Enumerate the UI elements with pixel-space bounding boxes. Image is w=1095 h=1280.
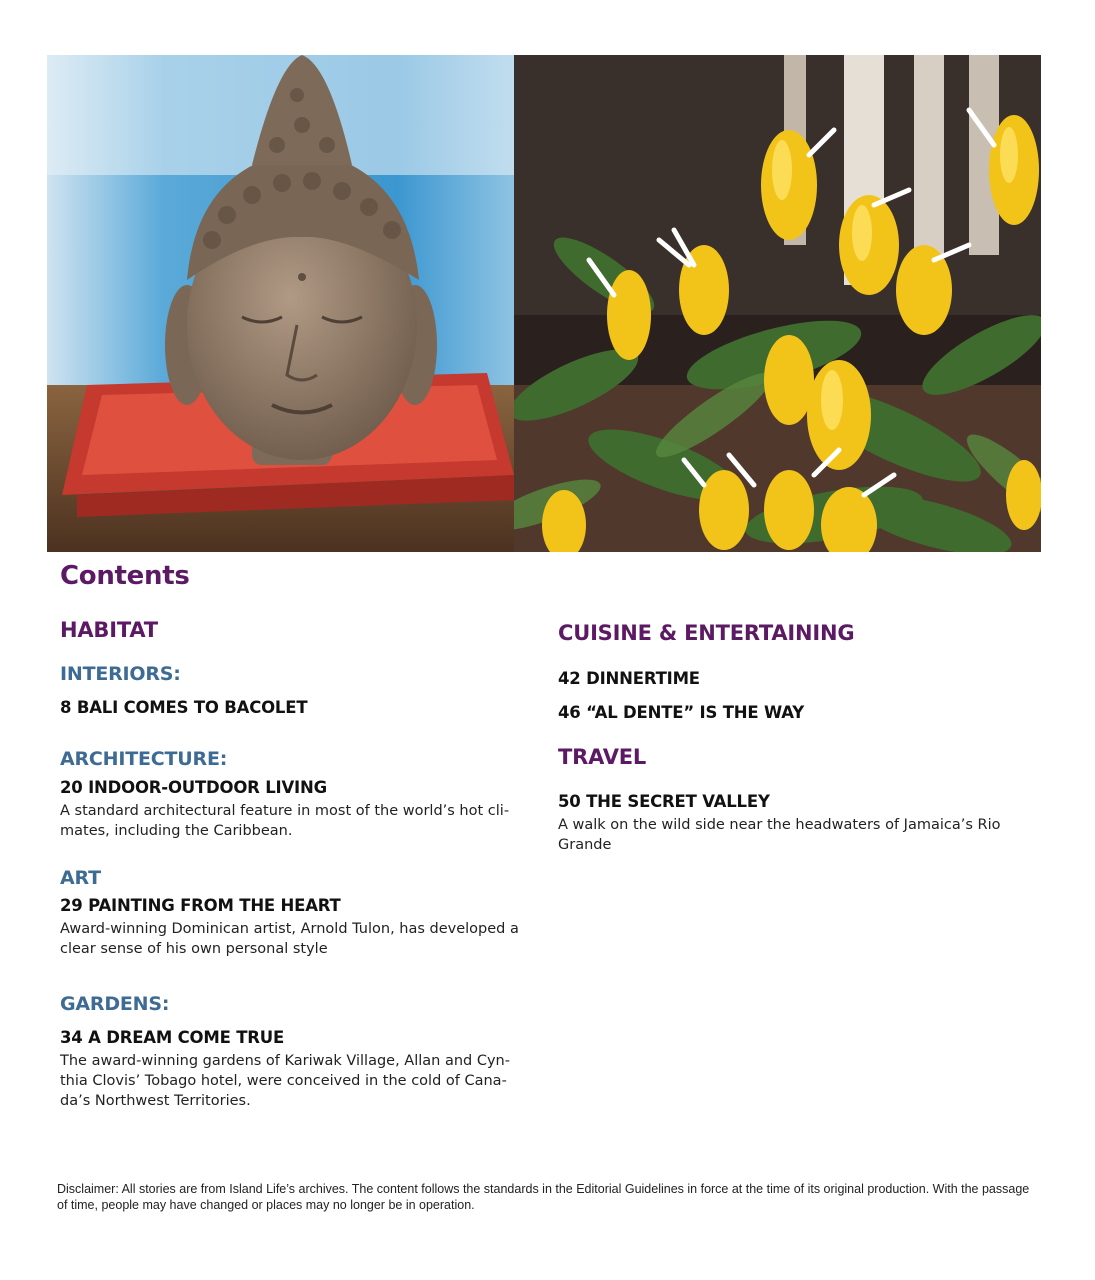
flowers-photo — [514, 55, 1041, 552]
cuisine-article-1: 42 DINNERTIME — [558, 669, 700, 688]
travel-description: A walk on the wild side near the headwaters of Jamaica’s Rio Grande — [558, 817, 1001, 853]
interiors-heading: INTERIORS: — [60, 663, 181, 685]
architecture-article: 20 INDOOR-OUTDOOR LIVING — [60, 778, 327, 797]
interiors-article: 8 BALI COMES TO BACOLET — [60, 698, 308, 717]
art-description: Award-winning Dominican artist, Arnold Tulon, has developed a clear sense of his own personal style — [60, 921, 519, 957]
architecture-description: A standard architectural feature in most of the world’s hot cli-mates, including the Caribbean. — [60, 803, 510, 839]
cuisine-article-2: 46 “AL DENTE” IS THE WAY — [558, 703, 804, 722]
gardens-description: The award-winning gardens of Kariwak Village, Allan and Cyn-thia Clovis’ Tobago hotel, were conceived in the cold of Cana-da’s Northwest Territories. — [60, 1053, 510, 1109]
disclaimer: Disclaimer: All stories are from Island Life’s archives. The content follows the standards in the Editorial Guidelines in force at the time of its original production. With the passage of time, people may have changed or places may no longer be in operation. — [57, 1182, 1030, 1212]
contents-title: Contents — [60, 561, 190, 591]
cuisine-heading: CUISINE & ENTERTAINING — [558, 621, 855, 645]
art-article: 29 PAINTING FROM THE HEART — [60, 896, 341, 915]
travel-heading: TRAVEL — [558, 745, 647, 769]
buddha-illustration — [47, 55, 514, 552]
architecture-heading: ARCHITECTURE: — [60, 748, 228, 770]
art-heading: ART — [60, 867, 101, 889]
buddha-photo — [47, 55, 514, 552]
gardens-heading: GARDENS: — [60, 993, 170, 1015]
habitat-heading: HABITAT — [60, 618, 158, 642]
travel-article: 50 THE SECRET VALLEY — [558, 792, 770, 811]
shrimp-plant-illustration — [514, 55, 1041, 552]
gardens-article: 34 A DREAM COME TRUE — [60, 1028, 285, 1047]
